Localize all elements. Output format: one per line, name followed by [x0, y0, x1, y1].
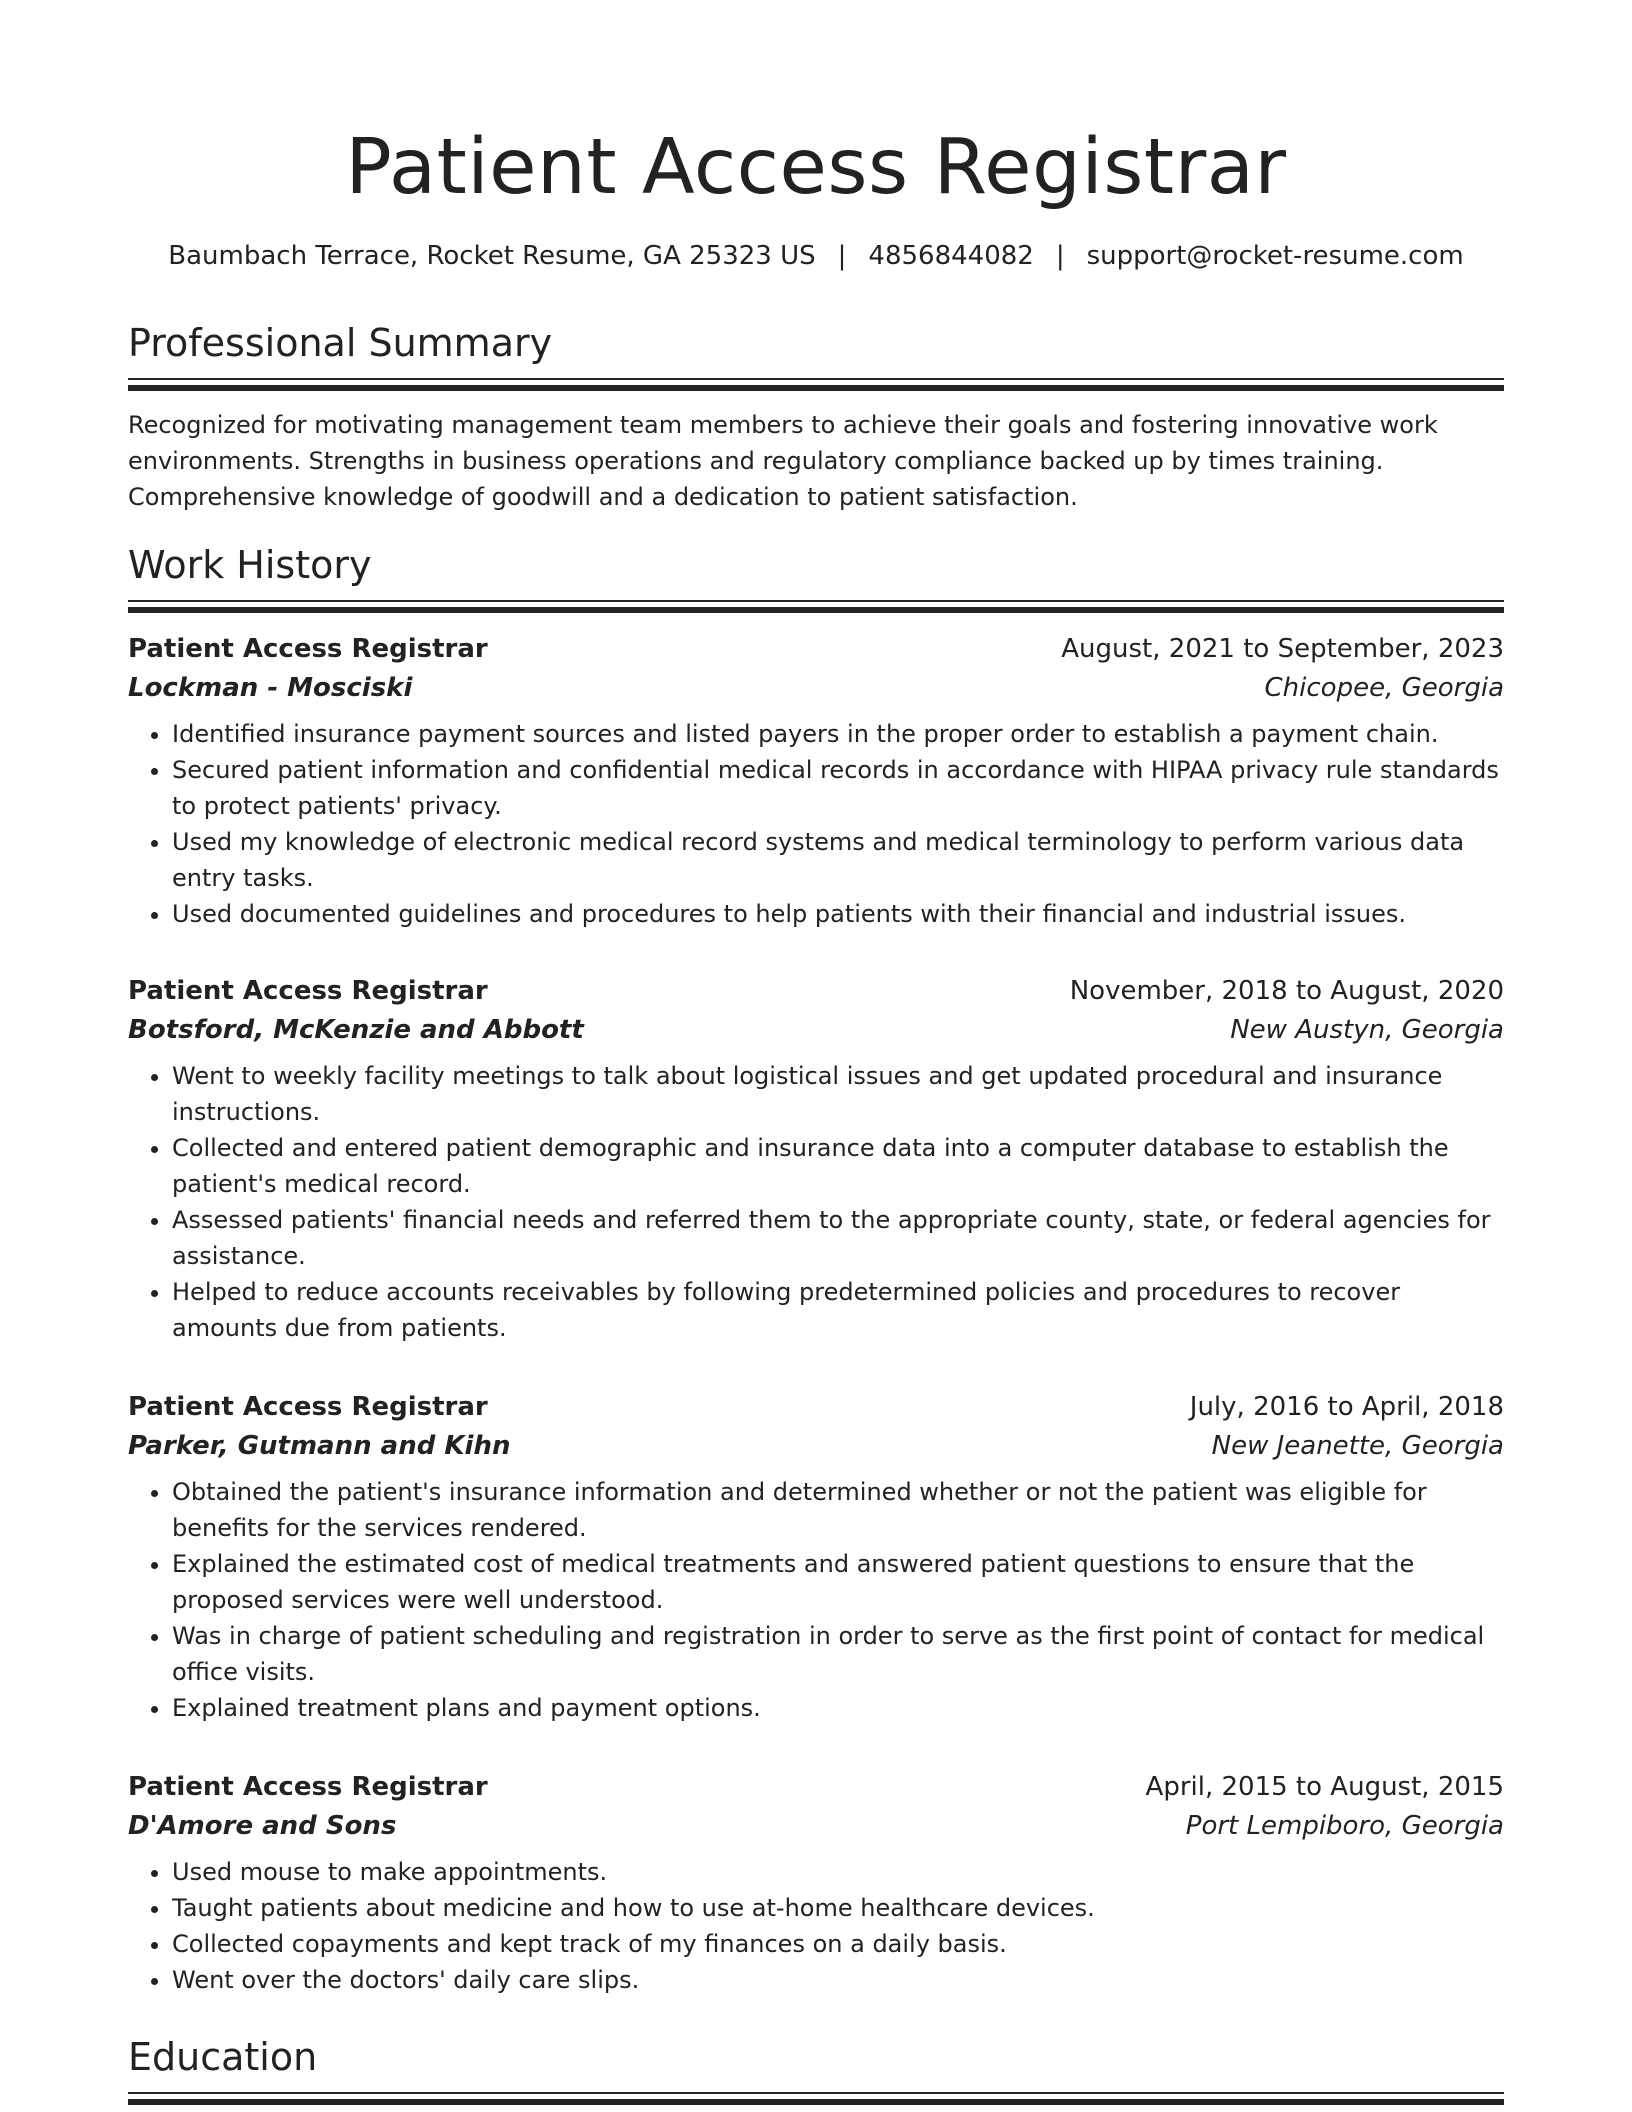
job-company: Botsford, McKenzie and Abbott	[128, 1015, 584, 1045]
job-bullet: • Went over the doctors' daily care slips.	[172, 1962, 1504, 1998]
job-bullet: • Secured patient information and confidential medical records in accordance with HIPAA privacy rule standards to protect patients' privacy.	[172, 752, 1504, 824]
job-company: Lockman - Mosciski	[128, 673, 413, 703]
job-bullet: • Used documented guidelines and procedures to help patients with their financial and industrial issues.	[172, 896, 1504, 932]
job-entry	[128, 630, 1504, 932]
job-bullets	[128, 1854, 1504, 1998]
contact-separator: |	[1055, 241, 1065, 271]
section-divider	[128, 378, 1504, 391]
job-bullets	[128, 716, 1504, 932]
job-dates: November, 2018 to August, 2020	[1069, 976, 1504, 1006]
candidate-name: Patient Access Registrar	[345, 123, 1287, 212]
contact-email: support@rocket-resume.com	[1086, 241, 1464, 271]
job-bullet: • Explained treatment plans and payment options.	[172, 1690, 1504, 1726]
job-location: New Jeanette, Georgia	[1211, 1431, 1504, 1461]
job-bullet: • Was in charge of patient scheduling and registration in order to serve as the first point of contact for medical office visits.	[172, 1618, 1504, 1690]
job-location: Chicopee, Georgia	[1264, 673, 1504, 703]
job-location: Port Lempiboro, Georgia	[1185, 1811, 1504, 1841]
section-title-summary: Professional Summary	[128, 321, 553, 365]
job-title: Patient Access Registrar	[128, 976, 488, 1006]
contact-separator: |	[837, 241, 847, 271]
contact-phone: 4856844082	[868, 241, 1034, 271]
job-company: Parker, Gutmann and Kihn	[128, 1431, 511, 1461]
job-company: D'Amore and Sons	[128, 1811, 397, 1841]
job-entry	[128, 972, 1504, 1346]
job-bullet: • Identified insurance payment sources and listed payers in the proper order to establish a payment chain.	[172, 716, 1504, 752]
job-dates: April, 2015 to August, 2015	[1145, 1772, 1504, 1802]
job-title: Patient Access Registrar	[128, 1392, 488, 1422]
job-bullet: • Used my knowledge of electronic medical record systems and medical terminology to perform various data entry tasks.	[172, 824, 1504, 896]
job-bullet: • Went to weekly facility meetings to talk about logistical issues and get updated procedural and insurance instructions.	[172, 1058, 1504, 1130]
contact-address: Baumbach Terrace, Rocket Resume, GA 25323 US	[168, 241, 816, 271]
job-location: New Austyn, Georgia	[1230, 1015, 1504, 1045]
job-bullet: • Helped to reduce accounts receivables by following predetermined policies and procedures to recover amounts due from patients.	[172, 1274, 1504, 1346]
job-bullet: • Explained the estimated cost of medical treatments and answered patient questions to ensure that the proposed services were well understood.	[172, 1546, 1504, 1618]
job-bullet: • Obtained the patient's insurance information and determined whether or not the patient was eligible for benefits for the services rendered.	[172, 1474, 1504, 1546]
job-bullet: • Collected and entered patient demographic and insurance data into a computer database to establish the patient's medical record.	[172, 1130, 1504, 1202]
job-title: Patient Access Registrar	[128, 1772, 488, 1802]
section-divider	[128, 2092, 1504, 2105]
job-dates: August, 2021 to September, 2023	[1061, 634, 1504, 664]
job-dates: July, 2016 to April, 2018	[1189, 1392, 1504, 1422]
contact-line	[128, 238, 1504, 274]
job-bullet: • Collected copayments and kept track of my finances on a daily basis.	[172, 1926, 1504, 1962]
job-bullet: • Taught patients about medicine and how to use at-home healthcare devices.	[172, 1890, 1504, 1926]
job-entry	[128, 1388, 1504, 1726]
job-bullets	[128, 1474, 1504, 1726]
section-divider	[128, 600, 1504, 613]
summary-text: Recognized for motivating management team members to achieve their goals and fostering innovative work environments. Strengths in business operations and regulatory compliance backed up by times training. Comprehensive knowledge of goodwill and a dedication to patient satisfaction.	[128, 411, 1438, 511]
job-bullets	[128, 1058, 1504, 1346]
job-title: Patient Access Registrar	[128, 634, 488, 664]
section-title-education: Education	[128, 2035, 318, 2079]
section-title-work-history: Work History	[128, 543, 372, 587]
job-bullet: • Used mouse to make appointments.	[172, 1854, 1504, 1890]
job-entry	[128, 1768, 1504, 1998]
job-bullet: • Assessed patients' financial needs and referred them to the appropriate county, state, or federal agencies for assistance.	[172, 1202, 1504, 1274]
